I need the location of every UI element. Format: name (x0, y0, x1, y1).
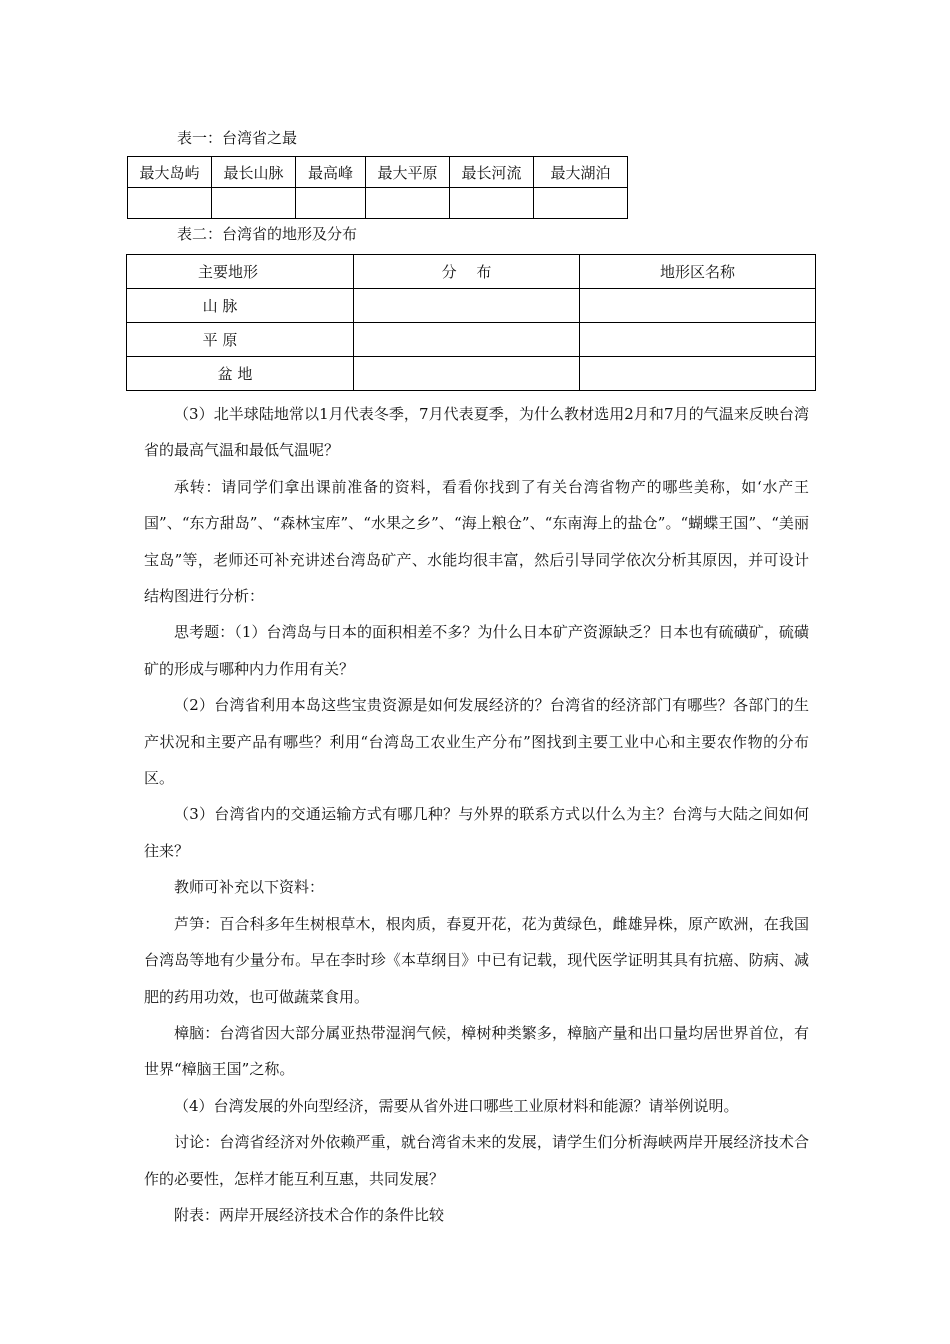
table-row (128, 188, 628, 219)
paragraph: 承转：请同学们拿出课前准备的资料，看看你找到了有关台湾省物产的哪些美称，如‘水产王国”、“东方甜岛”、“森林宝库”、“水果之乡”、“海上粮仓”、“东南海上的盐仓”。“蝴蝶王国”、“美丽宝岛”等，老师还可补充讲述台湾岛矿产、水能均很丰富，然后引导同学依次分析其原因，并可设计结构图进行分析： (144, 477, 809, 606)
paragraph: 讨论：台湾省经济对外依赖严重，就台湾省未来的发展，请学生们分析海峡两岸开展经济技术合作的必要性，怎样才能互利互惠，共同发展？ (144, 1133, 809, 1188)
paragraph: 思考题：（1）台湾岛与日本的面积相差不多？为什么日本矿产资源缺乏？日本也有硫磺矿，硫磺矿的形成与哪种内力作用有关？ (144, 623, 809, 678)
header-cell: 最大岛屿 (128, 157, 212, 188)
empty-cell (354, 289, 580, 323)
empty-cell (212, 188, 296, 219)
empty-cell (580, 289, 816, 323)
table-row (127, 323, 816, 357)
paragraph: 芦笋：百合科多年生树根草木，根肉质，春夏开花，花为黄绿色，雌雄异株，原产欧洲，在我国台湾岛等地有少量分布。早在李时珍《本草纲目》中已有记载，现代医学证明其具有抗癌、防病、减肥的药用功效，也可做蔬菜食用。 (144, 914, 809, 1006)
empty-cell (354, 357, 580, 391)
paragraph: 附表：两岸开展经济技术合作的条件比较 (174, 1205, 445, 1224)
row-label-cell: 山 脉 (127, 289, 354, 323)
header-cell: 分 布 (354, 255, 580, 289)
header-cell: 最大湖泊 (534, 157, 628, 188)
empty-cell (450, 188, 534, 219)
taiwan-terrain-table (126, 254, 816, 391)
row-label-cell: 盆 地 (127, 357, 354, 391)
header-cell: 最高峰 (296, 157, 366, 188)
paragraph: （3）台湾省内的交通运输方式有哪几种？与外界的联系方式以什么为主？台湾与大陆之间如何往来？ (144, 805, 809, 860)
paragraph: 樟脑：台湾省因大部分属亚热带湿润气候，樟树种类繁多，樟脑产量和出口量均居世界首位，有世界“樟脑王国”之称。 (144, 1023, 809, 1079)
header-cell: 最大平原 (366, 157, 450, 188)
empty-cell (580, 323, 816, 357)
empty-cell (128, 188, 212, 219)
table-row (127, 357, 816, 391)
body-text (144, 396, 809, 1233)
row-label-cell: 平 原 (127, 323, 354, 357)
header-cell: 最长山脉 (212, 157, 296, 188)
empty-cell (580, 357, 816, 391)
table2-caption: 表二：台湾省的地形及分布 (177, 225, 358, 243)
table-header-row (128, 157, 628, 188)
table-row (127, 289, 816, 323)
header-cell: 地形区名称 (580, 255, 816, 289)
empty-cell (534, 188, 628, 219)
taiwan-records-table (127, 156, 628, 219)
empty-cell (296, 188, 366, 219)
header-cell: 最长河流 (450, 157, 534, 188)
paragraph: （4）台湾发展的外向型经济，需要从省外进口哪些工业原材料和能源？请举例说明。 (174, 1096, 739, 1115)
paragraph: 教师可补充以下资料： (174, 878, 325, 897)
empty-cell (354, 323, 580, 357)
paragraph: （2）台湾省利用本岛这些宝贵资源是如何发展经济的？台湾省的经济部门有哪些？各部门的生产状况和主要产品有哪些？利用“台湾岛工农业生产分布”图找到主要工业中心和主要农作物的分布区。 (144, 696, 809, 788)
header-cell: 主要地形 (127, 255, 354, 289)
table-header-row (127, 255, 816, 289)
paragraph: （3）北半球陆地常以1月代表冬季，7月代表夏季，为什么教材选用2月和7月的气温来反映台湾省的最高气温和最低气温呢？ (144, 405, 809, 460)
table1-caption: 表一：台湾省之最 (177, 129, 298, 147)
empty-cell (366, 188, 450, 219)
